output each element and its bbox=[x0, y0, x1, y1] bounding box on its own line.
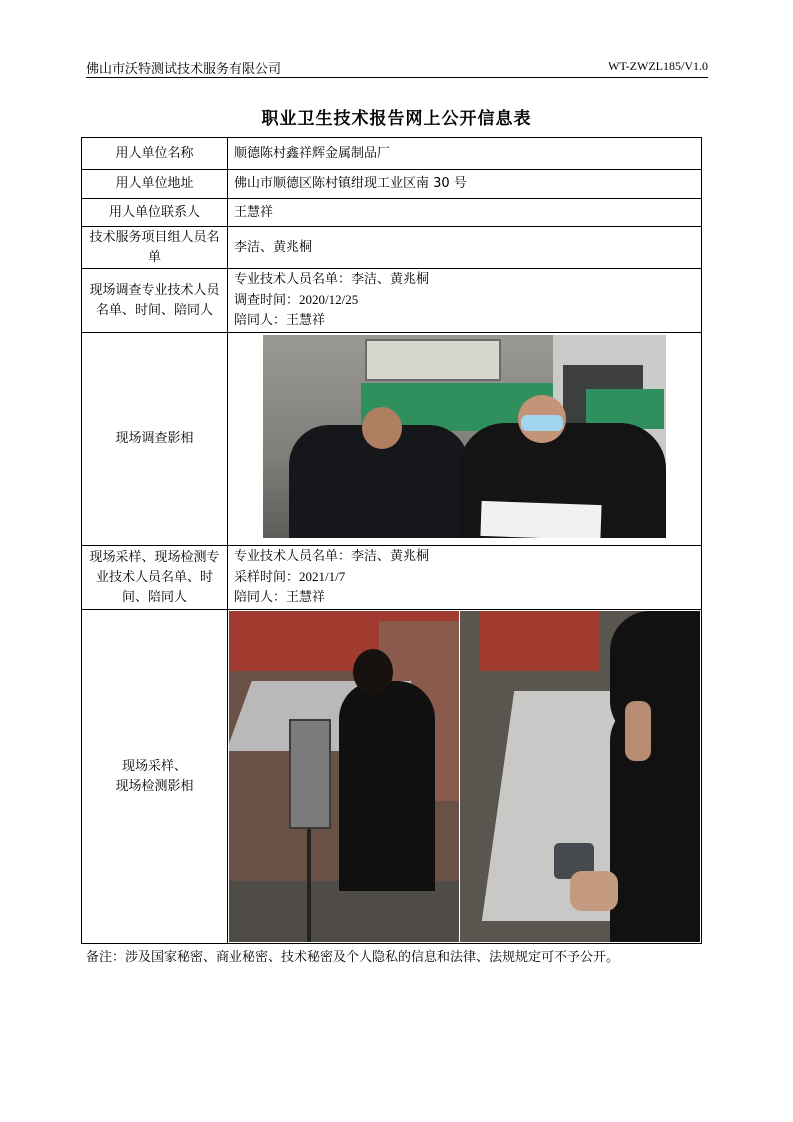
page-title: 职业卫生技术报告网上公开信息表 bbox=[261, 109, 532, 129]
survey-staff: 专业技术人员名单：李洁、黄兆桐 bbox=[234, 272, 430, 287]
survey-time-value: 2020/12/25 bbox=[299, 292, 359, 307]
table-row bbox=[82, 170, 702, 199]
table-row bbox=[82, 199, 702, 227]
sampling-time-label: 采样时间： bbox=[234, 570, 300, 585]
sampling-photo-label-line2: 现场检测影相 bbox=[115, 778, 194, 794]
table-row bbox=[82, 333, 702, 546]
survey-companion: 陪同人：王慧祥 bbox=[234, 313, 326, 328]
survey-details bbox=[228, 269, 702, 333]
project-team-value: 李洁、黄兆桐 bbox=[228, 227, 702, 269]
employer-address-label: 用人单位地址 bbox=[82, 170, 228, 199]
document-code: WT-ZWZL185/V1.0 bbox=[608, 59, 708, 73]
survey-time bbox=[234, 290, 695, 311]
sampling-time-value: 2021/1/7 bbox=[299, 569, 346, 584]
table-row bbox=[82, 227, 702, 269]
sampling-label: 现场采样、现场检测专业技术人员名单、时间、陪同人 bbox=[82, 546, 228, 610]
sampling-time bbox=[234, 567, 695, 588]
sampling-photo-label-line1: 现场采样、 bbox=[121, 758, 187, 774]
survey-time-label: 调查时间： bbox=[234, 293, 300, 308]
employer-address-value: 佛山市顺德区陈村镇绀现工业区南 30 号 bbox=[228, 170, 702, 199]
sampling-photo-right bbox=[460, 611, 700, 942]
employer-name-value: 顺德陈村鑫祥辉金属制品厂 bbox=[228, 138, 702, 170]
info-table bbox=[81, 137, 702, 944]
table-row bbox=[82, 269, 702, 333]
sampling-details bbox=[228, 546, 702, 610]
company-name: 佛山市沃特测试技术服务有限公司 bbox=[86, 62, 282, 77]
sampling-photo-left bbox=[229, 611, 459, 942]
survey-label: 现场调查专业技术人员名单、时间、陪同人 bbox=[82, 269, 228, 333]
table-row bbox=[82, 546, 702, 610]
survey-photo-label: 现场调查影相 bbox=[82, 333, 228, 546]
sampling-staff: 专业技术人员名单：李洁、黄兆桐 bbox=[234, 549, 430, 564]
project-team-label: 技术服务项目组人员名单 bbox=[82, 227, 228, 269]
sampling-photo-cell bbox=[228, 610, 702, 944]
footnote: 备注：涉及国家秘密、商业秘密、技术秘密及个人隐私的信息和法律、法规规定可不予公开。 bbox=[86, 950, 620, 965]
table-row bbox=[82, 138, 702, 170]
employer-name-label: 用人单位名称 bbox=[82, 138, 228, 170]
employer-contact-label: 用人单位联系人 bbox=[82, 199, 228, 227]
sampling-companion: 陪同人：王慧祥 bbox=[234, 590, 326, 605]
survey-photo bbox=[263, 335, 666, 538]
table-row bbox=[82, 610, 702, 944]
survey-photo-cell bbox=[228, 333, 702, 546]
sampling-photo-label bbox=[82, 610, 228, 944]
page-header bbox=[86, 56, 708, 78]
employer-contact-value: 王慧祥 bbox=[228, 199, 702, 227]
